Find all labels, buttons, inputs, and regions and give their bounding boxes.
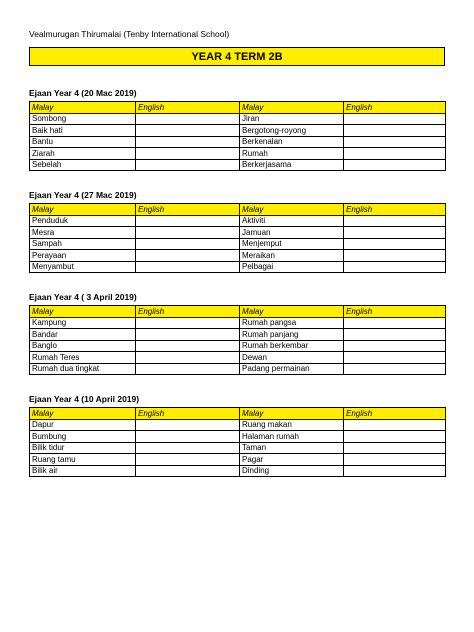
malay-word-cell: Bantu (30, 136, 136, 148)
malay-word-cell: Ruang tamu (30, 454, 136, 466)
malay-word-cell: Dewan (240, 352, 344, 364)
english-answer-cell[interactable] (344, 442, 446, 454)
english-answer-cell[interactable] (344, 227, 446, 239)
english-answer-cell[interactable] (136, 454, 240, 466)
malay-word-cell: Pelbagai (240, 261, 344, 273)
malay-word-cell: Banglo (30, 340, 136, 352)
english-answer-cell[interactable] (136, 419, 240, 431)
english-answer-cell[interactable] (344, 317, 446, 329)
table-row (30, 454, 446, 466)
english-answer-cell[interactable] (136, 250, 240, 262)
column-header: English (344, 306, 446, 318)
english-answer-cell[interactable] (344, 136, 446, 148)
english-answer-cell[interactable] (344, 113, 446, 125)
table-row (30, 238, 446, 250)
english-answer-cell[interactable] (344, 329, 446, 341)
column-header: Malay (240, 204, 344, 216)
english-answer-cell[interactable] (136, 215, 240, 227)
english-answer-cell[interactable] (344, 465, 446, 477)
column-header: English (136, 102, 240, 114)
malay-word-cell: Sombong (30, 113, 136, 125)
malay-word-cell: Jamuan (240, 227, 344, 239)
page-title: YEAR 4 TERM 2B (29, 47, 445, 66)
english-answer-cell[interactable] (136, 159, 240, 171)
table-row (30, 261, 446, 273)
english-answer-cell[interactable] (136, 431, 240, 443)
english-answer-cell[interactable] (344, 250, 446, 262)
malay-word-cell: Ruang makan (240, 419, 344, 431)
table-row (30, 227, 446, 239)
english-answer-cell[interactable] (136, 148, 240, 160)
column-header: Malay (240, 408, 344, 420)
english-answer-cell[interactable] (344, 419, 446, 431)
english-answer-cell[interactable] (344, 159, 446, 171)
english-answer-cell[interactable] (136, 329, 240, 341)
english-answer-cell[interactable] (344, 261, 446, 273)
section-title: Ejaan Year 4 (20 Mac 2019) (29, 88, 137, 98)
section-title: Ejaan Year 4 (27 Mac 2019) (29, 190, 137, 200)
table-row (30, 159, 446, 171)
header-row (30, 408, 446, 420)
table-row (30, 442, 446, 454)
table-row (30, 136, 446, 148)
malay-word-cell: Taman (240, 442, 344, 454)
malay-word-cell: Penduduk (30, 215, 136, 227)
malay-word-cell: Sebelah (30, 159, 136, 171)
table-row (30, 329, 446, 341)
english-answer-cell[interactable] (136, 261, 240, 273)
malay-word-cell: Bumbung (30, 431, 136, 443)
english-answer-cell[interactable] (344, 363, 446, 375)
column-header: Malay (30, 102, 136, 114)
column-header: English (344, 408, 446, 420)
english-answer-cell[interactable] (136, 136, 240, 148)
column-header: Malay (240, 306, 344, 318)
table-row (30, 113, 446, 125)
vocab-table (29, 203, 446, 273)
english-answer-cell[interactable] (344, 148, 446, 160)
malay-word-cell: Rumah pangsa (240, 317, 344, 329)
malay-word-cell: Padang permainan (240, 363, 344, 375)
column-header: English (136, 204, 240, 216)
malay-word-cell: Rumah berkembar (240, 340, 344, 352)
section-title: Ejaan Year 4 ( 3 April 2019) (29, 292, 137, 302)
table-row (30, 352, 446, 364)
malay-word-cell: Rumah (240, 148, 344, 160)
malay-word-cell: Dapur (30, 419, 136, 431)
header-row (30, 102, 446, 114)
header-row (30, 204, 446, 216)
malay-word-cell: Bergotong-royong (240, 125, 344, 137)
table-row (30, 215, 446, 227)
column-header: English (344, 102, 446, 114)
english-answer-cell[interactable] (344, 431, 446, 443)
english-answer-cell[interactable] (344, 215, 446, 227)
table-row (30, 363, 446, 375)
table-row (30, 431, 446, 443)
english-answer-cell[interactable] (136, 363, 240, 375)
malay-word-cell: Berkerjasama (240, 159, 344, 171)
table-row (30, 340, 446, 352)
column-header: Malay (30, 204, 136, 216)
vocab-table (29, 101, 446, 171)
vocab-table (29, 407, 446, 477)
vocab-section (29, 291, 445, 375)
malay-word-cell: Rumah panjang (240, 329, 344, 341)
english-answer-cell[interactable] (344, 238, 446, 250)
malay-word-cell: Menjemput (240, 238, 344, 250)
english-answer-cell[interactable] (136, 125, 240, 137)
vocab-section (29, 189, 445, 273)
english-answer-cell[interactable] (136, 227, 240, 239)
malay-word-cell: Rumah dua tingkat (30, 363, 136, 375)
vocab-table (29, 305, 446, 375)
section-title: Ejaan Year 4 (10 April 2019) (29, 394, 140, 404)
column-header: English (136, 306, 240, 318)
malay-word-cell: Pagar (240, 454, 344, 466)
malay-word-cell: Berkenalan (240, 136, 344, 148)
malay-word-cell: Bilik air (30, 465, 136, 477)
table-row (30, 465, 446, 477)
english-answer-cell[interactable] (136, 442, 240, 454)
malay-word-cell: Bilik tidur (30, 442, 136, 454)
malay-word-cell: Jiran (240, 113, 344, 125)
english-answer-cell[interactable] (136, 113, 240, 125)
malay-word-cell: Meraikan (240, 250, 344, 262)
table-row (30, 317, 446, 329)
column-header: English (344, 204, 446, 216)
english-answer-cell[interactable] (136, 465, 240, 477)
malay-word-cell: Baik hati (30, 125, 136, 137)
column-header: Malay (30, 306, 136, 318)
english-answer-cell[interactable] (136, 352, 240, 364)
table-row (30, 125, 446, 137)
malay-word-cell: Mesra (30, 227, 136, 239)
table-row (30, 148, 446, 160)
english-answer-cell[interactable] (344, 454, 446, 466)
malay-word-cell: Perayaan (30, 250, 136, 262)
english-answer-cell[interactable] (344, 352, 446, 364)
english-answer-cell[interactable] (136, 317, 240, 329)
malay-word-cell: Dinding (240, 465, 344, 477)
column-header: Malay (240, 102, 344, 114)
malay-word-cell: Halaman rumah (240, 431, 344, 443)
english-answer-cell[interactable] (344, 125, 446, 137)
malay-word-cell: Aktiviti (240, 215, 344, 227)
table-row (30, 419, 446, 431)
table-row (30, 250, 446, 262)
vocab-section (29, 87, 445, 171)
malay-word-cell: Bandar (30, 329, 136, 341)
vocab-section (29, 393, 445, 477)
column-header: English (136, 408, 240, 420)
header-row (30, 306, 446, 318)
english-answer-cell[interactable] (136, 238, 240, 250)
malay-word-cell: Kampung (30, 317, 136, 329)
malay-word-cell: Rumah Teres (30, 352, 136, 364)
malay-word-cell: Sampah (30, 238, 136, 250)
column-header: Malay (30, 408, 136, 420)
malay-word-cell: Ziarah (30, 148, 136, 160)
english-answer-cell[interactable] (136, 340, 240, 352)
malay-word-cell: Menyambut (30, 261, 136, 273)
author-line: Vealmurugan Thirumalai (Tenby International School) (29, 29, 230, 39)
english-answer-cell[interactable] (344, 340, 446, 352)
